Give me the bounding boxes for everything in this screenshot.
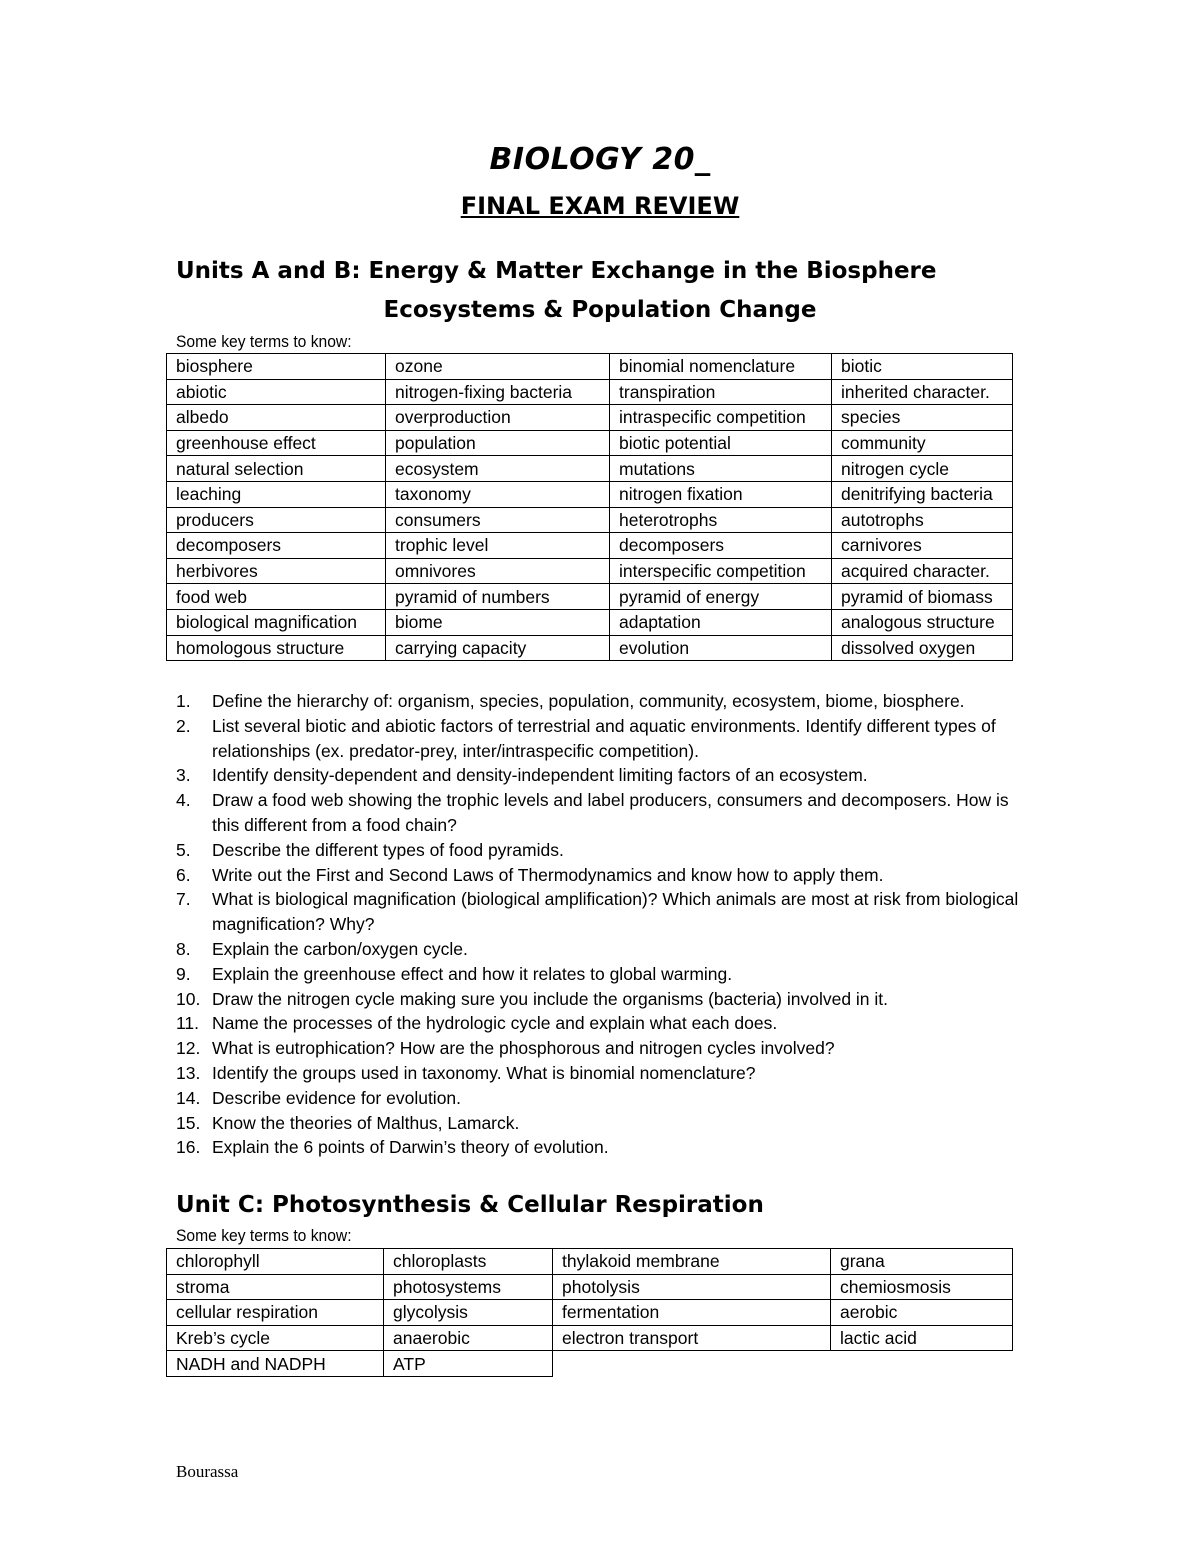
table-cell: fermentation: [553, 1300, 831, 1326]
table-row: [167, 481, 1013, 507]
table-cell: thylakoid membrane: [553, 1249, 831, 1275]
table-cell: taxonomy: [386, 481, 610, 507]
table-cell: binomial nomenclature: [610, 354, 832, 380]
table-row: [167, 609, 1013, 635]
unit-ab-terms-table: [166, 353, 1013, 661]
table-cell: anaerobic: [384, 1325, 553, 1351]
table-cell: autotrophs: [832, 507, 1013, 533]
question-text: Describe evidence for evolution.: [212, 1087, 462, 1108]
table-cell: leaching: [167, 481, 386, 507]
table-cell: community: [832, 430, 1013, 456]
question-text: Define the hierarchy of: organism, species, population, community, ecosystem, biome, biosphere.: [212, 691, 965, 711]
table-cell: aerobic: [831, 1300, 1013, 1326]
unit-ab-heading-line1: Units A and B: Energy & Matter Exchange in the Biosphere: [176, 258, 937, 284]
table-cell: pyramid of numbers: [386, 584, 610, 610]
question-text: Explain the carbon/oxygen cycle.: [212, 938, 468, 959]
table-cell: photolysis: [553, 1274, 831, 1300]
table-cell: ecosystem: [386, 456, 610, 482]
table-cell: biome: [386, 609, 610, 635]
question-text: Draw the nitrogen cycle making sure you include the organisms (bacteria) involved in it.: [212, 988, 889, 1009]
question-item: [176, 987, 1036, 1012]
table-cell: glycolysis: [384, 1300, 553, 1326]
question-number: 11.: [176, 1013, 200, 1034]
table-cell: herbivores: [167, 558, 386, 584]
table-cell: intraspecific competition: [610, 405, 832, 431]
table-row: [167, 1274, 1013, 1300]
table-cell: biotic: [832, 354, 1013, 380]
table-cell: electron transport: [553, 1325, 831, 1351]
unit-ab-key-terms-label: Some key terms to know:: [176, 332, 352, 351]
question-number: 2.: [176, 715, 191, 736]
table-row: [167, 1249, 1013, 1275]
question-number: 7.: [176, 889, 191, 910]
table-row: [167, 558, 1013, 584]
question-number: 5.: [176, 839, 191, 860]
unit-c-key-terms-label: Some key terms to know:: [176, 1226, 352, 1245]
table-row: [167, 635, 1013, 661]
table-cell: denitrifying bacteria: [832, 481, 1013, 507]
question-text: Explain the 6 points of Darwin’s theory of evolution.: [212, 1137, 609, 1158]
table-cell: photosystems: [384, 1274, 553, 1300]
table-cell: stroma: [167, 1274, 384, 1300]
table-cell: ozone: [386, 354, 610, 380]
question-number: 15.: [176, 1112, 201, 1133]
table-row: [167, 430, 1013, 456]
question-text: Know the theories of Malthus, Lamarck.: [212, 1112, 520, 1133]
table-cell: omnivores: [386, 558, 610, 584]
table-row: [167, 1325, 1013, 1351]
table-cell: nitrogen-fixing bacteria: [386, 379, 610, 405]
question-text: Name the processes of the hydrologic cycle and explain what each does.: [212, 1013, 778, 1034]
table-row: [167, 507, 1013, 533]
table-cell: grana: [831, 1249, 1013, 1275]
question-item: [176, 1111, 1036, 1136]
table-cell: evolution: [610, 635, 832, 661]
table-cell: nitrogen fixation: [610, 481, 832, 507]
question-text: Identify the groups used in taxonomy. What is binomial nomenclature?: [212, 1062, 756, 1083]
table-row: [167, 379, 1013, 405]
table-cell: albedo: [167, 405, 386, 431]
table-cell: natural selection: [167, 456, 386, 482]
table-cell: food web: [167, 584, 386, 610]
unit-ab-questions: [176, 689, 1036, 1160]
question-number: 1.: [176, 691, 191, 711]
table-cell: cellular respiration: [167, 1300, 384, 1326]
question-number: 16.: [176, 1137, 201, 1158]
table-row: [167, 405, 1013, 431]
question-item: [176, 689, 1036, 714]
question-number: 12.: [176, 1038, 201, 1059]
table-cell: consumers: [386, 507, 610, 533]
question-item: [176, 962, 1036, 987]
table-cell: abiotic: [167, 379, 386, 405]
question-text: What is biological magnification (biological amplification)? Which animals are most at risk from biological magnification? Why?: [212, 889, 1019, 935]
table-cell: carrying capacity: [386, 635, 610, 661]
table-cell: decomposers: [167, 533, 386, 559]
table-cell: pyramid of biomass: [832, 584, 1013, 610]
page-subtitle: FINAL EXAM REVIEW: [460, 192, 740, 220]
table-cell: biosphere: [167, 354, 386, 380]
question-item: [176, 1061, 1036, 1086]
table-cell: lactic acid: [831, 1325, 1013, 1351]
table-row: [167, 354, 1013, 380]
question-item: [176, 1086, 1036, 1111]
question-text: Write out the First and Second Laws of Thermodynamics and know how to apply them.: [212, 864, 884, 885]
table-cell: ATP: [384, 1351, 553, 1377]
table-cell: trophic level: [386, 533, 610, 559]
table-cell: biotic potential: [610, 430, 832, 456]
question-number: 9.: [176, 963, 191, 984]
table-cell: [553, 1351, 831, 1377]
table-cell: chemiosmosis: [831, 1274, 1013, 1300]
question-item: [176, 838, 1036, 863]
table-row: [167, 584, 1013, 610]
question-item: [176, 887, 1036, 937]
question-number: 4.: [176, 790, 191, 811]
table-cell: homologous structure: [167, 635, 386, 661]
question-text: List several biotic and abiotic factors of terrestrial and aquatic environments. Identify different types of relationships (ex. predator-prey, inter/intraspecific competition).: [212, 715, 996, 761]
question-number: 8.: [176, 938, 191, 959]
table-cell: population: [386, 430, 610, 456]
title-suffix: _: [694, 142, 711, 177]
question-text: Describe the different types of food pyramids.: [212, 839, 564, 860]
question-item: [176, 763, 1036, 788]
unit-c-heading: Unit C: Photosynthesis & Cellular Respiration: [176, 1192, 764, 1218]
table-cell: overproduction: [386, 405, 610, 431]
question-item: [176, 788, 1036, 838]
unit-c-terms-table: [166, 1248, 1013, 1377]
table-cell: producers: [167, 507, 386, 533]
table-cell: decomposers: [610, 533, 832, 559]
question-item: [176, 1036, 1036, 1061]
table-cell: transpiration: [610, 379, 832, 405]
table-cell: species: [832, 405, 1013, 431]
table-cell: analogous structure: [832, 609, 1013, 635]
question-number: 13.: [176, 1062, 201, 1083]
question-item: [176, 714, 1036, 764]
table-row: [167, 533, 1013, 559]
question-text: What is eutrophication? How are the phosphorous and nitrogen cycles involved?: [212, 1038, 835, 1059]
question-item: [176, 1135, 1036, 1160]
table-cell: heterotrophs: [610, 507, 832, 533]
question-item: [176, 1011, 1036, 1036]
question-number: 10.: [176, 988, 201, 1009]
question-item: [176, 937, 1036, 962]
question-number: 3.: [176, 765, 191, 786]
table-cell: [831, 1351, 1013, 1377]
table-cell: pyramid of energy: [610, 584, 832, 610]
table-cell: chlorophyll: [167, 1249, 384, 1275]
table-row: [167, 1351, 1013, 1377]
unit-ab-heading-line2: Ecosystems & Population Change: [383, 297, 817, 323]
table-cell: biological magnification: [167, 609, 386, 635]
table-cell: inherited character.: [832, 379, 1013, 405]
question-text: Identify density-dependent and density-independent limiting factors of an ecosystem.: [212, 765, 868, 786]
table-cell: acquired character.: [832, 558, 1013, 584]
page-title: BIOLOGY 20_: [489, 142, 711, 177]
table-cell: NADH and NADPH: [167, 1351, 384, 1377]
table-cell: mutations: [610, 456, 832, 482]
table-cell: interspecific competition: [610, 558, 832, 584]
table-cell: nitrogen cycle: [832, 456, 1013, 482]
footer-author: Bourassa: [176, 1462, 239, 1481]
table-cell: greenhouse effect: [167, 430, 386, 456]
question-text: Draw a food web showing the trophic levels and label producers, consumers and decomposers. How is this different from a food chain?: [212, 790, 1009, 835]
table-row: [167, 1300, 1013, 1326]
table-cell: chloroplasts: [384, 1249, 553, 1275]
table-cell: dissolved oxygen: [832, 635, 1013, 661]
table-cell: Kreb’s cycle: [167, 1325, 384, 1351]
question-text: Explain the greenhouse effect and how it relates to global warming.: [212, 963, 733, 984]
table-cell: carnivores: [832, 533, 1013, 559]
question-item: [176, 863, 1036, 888]
table-cell: adaptation: [610, 609, 832, 635]
question-number: 6.: [176, 864, 191, 885]
table-row: [167, 456, 1013, 482]
question-number: 14.: [176, 1087, 201, 1108]
